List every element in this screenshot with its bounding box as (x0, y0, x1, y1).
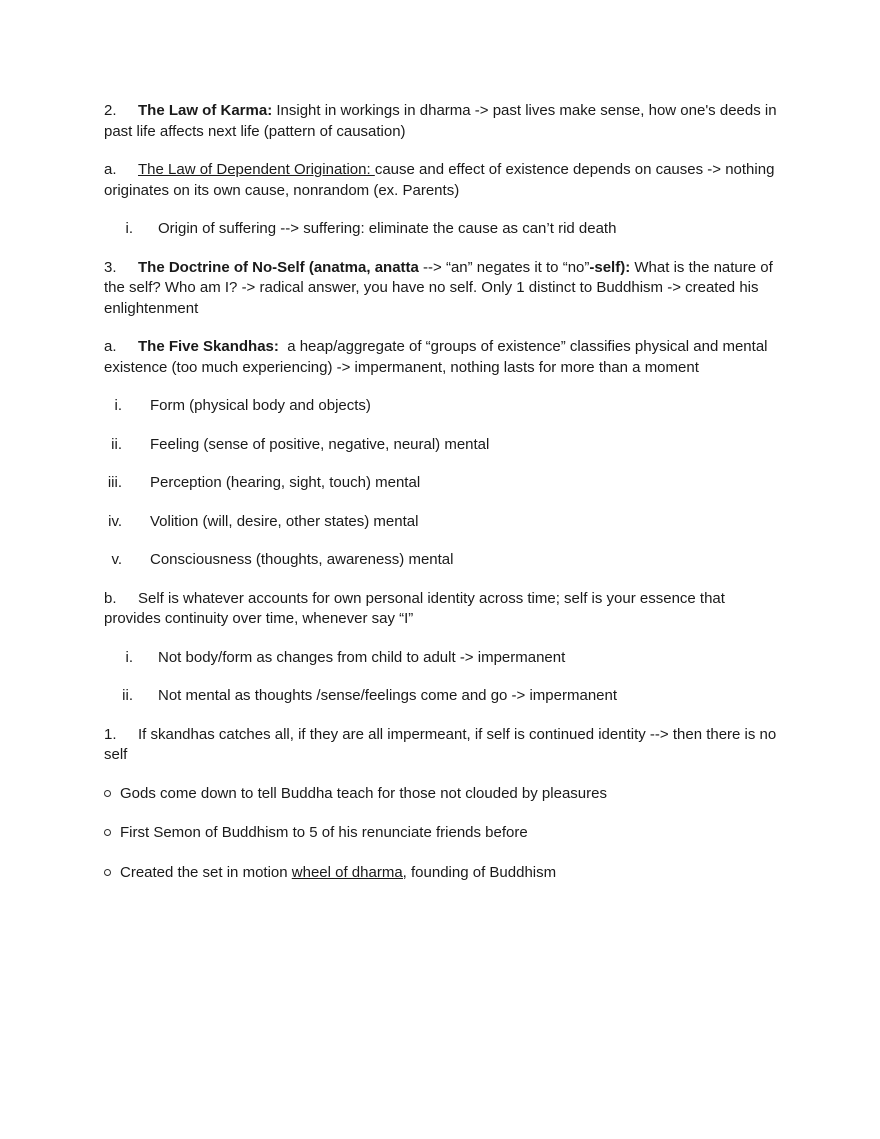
paragraph (104, 160, 780, 201)
paragraph (104, 396, 780, 417)
paragraph (104, 823, 780, 844)
paragraph-text (120, 824, 528, 841)
paragraph-text (120, 864, 556, 881)
text-run: Feeling (sense of positive, negative, neural) mental (150, 435, 490, 453)
text-run: Gods come down to tell Buddha teach for those not clouded by pleasures (120, 784, 607, 802)
paragraph-text (104, 161, 779, 199)
paragraph (104, 101, 780, 142)
list-marker: b. (104, 589, 117, 607)
paragraph-text (104, 726, 780, 764)
list-marker: 2. (104, 102, 117, 119)
paragraph-text (150, 397, 371, 414)
text-run: Created the set in motion (120, 863, 292, 881)
text-run: Self is whatever accounts for own personal identity across time; self is your essence that provides continuity over time, whenever say “I” (104, 589, 730, 627)
paragraph-text (150, 474, 420, 491)
bullet-circle-icon (104, 869, 111, 876)
list-marker: i. (114, 397, 122, 414)
paragraph-text (158, 687, 617, 704)
paragraph-text (104, 338, 772, 376)
text-run: The Doctrine of No-Self (anatma, anatta (138, 258, 419, 276)
paragraph (104, 589, 780, 630)
bullet-circle-icon (104, 790, 111, 797)
paragraph (104, 258, 780, 320)
paragraph-text (150, 551, 454, 568)
text-run: a heap/aggregate of “groups of existence” classifies physical and mental existence (too much experiencing) -> impermanent, nothing lasts for more than a moment (104, 338, 772, 376)
paragraph (104, 473, 780, 494)
paragraph-text (150, 513, 418, 530)
bullet-circle-icon (104, 823, 120, 844)
paragraph-text (158, 220, 616, 237)
list-marker: v. (111, 551, 122, 568)
paragraph (104, 219, 780, 240)
text-run: Volition (will, desire, other states) mental (150, 512, 419, 530)
text-run: Insight in workings in dharma -> past lives make sense, how one's deeds in past life affects next life (pattern of causation) (104, 102, 781, 140)
paragraph-text (104, 102, 781, 140)
text-run: wheel of dharma, (291, 863, 407, 881)
list-marker: 3. (104, 258, 117, 276)
text-run: founding of Buddhism (406, 863, 557, 881)
text-run: Not mental as thoughts /sense/feelings come and go -> impermanent (158, 687, 618, 704)
paragraph (104, 686, 780, 707)
list-marker: a. (104, 161, 117, 178)
paragraph (104, 784, 780, 805)
paragraph (104, 648, 780, 669)
text-run: Origin of suffering --> suffering: eliminate the cause as can’t rid death (158, 220, 617, 237)
paragraph (104, 550, 780, 571)
text-run: First Semon of Buddhism to 5 of his renunciate friends before (120, 824, 528, 841)
paragraph (104, 337, 780, 378)
bullet-circle-icon (104, 784, 120, 805)
list-marker: ii. (122, 687, 133, 704)
paragraph-text (158, 649, 565, 666)
text-run: Not body/form as changes from child to adult -> impermanent (158, 648, 566, 666)
bullet-circle-icon (104, 863, 120, 884)
text-run: --> “an” negates it to “no” (418, 258, 590, 276)
paragraph (104, 863, 780, 884)
list-marker: iv. (108, 512, 122, 530)
text-run: Perception (hearing, sight, touch) mental (150, 474, 421, 491)
text-run: -self): (589, 258, 631, 276)
list-marker: i. (125, 220, 133, 237)
text-run: The Law of Karma: (138, 102, 273, 119)
list-marker: a. (104, 338, 117, 355)
text-run: If skandhas catches all, if they are all impermeant, if self is continued identity --> then there is no self (104, 725, 781, 763)
text-run: Form (physical body and objects) (150, 397, 371, 414)
list-marker: i. (125, 648, 133, 666)
paragraph-text (150, 436, 489, 453)
text-run: What is the nature of the self? Who am I? -> radical answer, you have no self. Only 1 distinct to Buddhism -> created his enlightenment (104, 258, 777, 317)
text-run: Consciousness (thoughts, awareness) mental (150, 551, 454, 568)
list-marker: 1. (104, 725, 117, 743)
document-body (104, 101, 780, 883)
paragraph (104, 512, 780, 533)
paragraph-text (104, 259, 777, 317)
text-run: The Law of Dependent Origination: (138, 161, 375, 178)
bullet-circle-icon (104, 829, 111, 836)
paragraph-text (120, 785, 607, 802)
list-marker: iii. (107, 474, 122, 491)
paragraph-text (104, 590, 729, 628)
paragraph (104, 435, 780, 456)
text-run: cause and effect of existence depends on causes -> nothing originates on its own cause, nonrandom (ex. Parents) (104, 161, 779, 199)
text-run: The Five Skandhas: (138, 338, 279, 355)
paragraph (104, 725, 780, 766)
list-marker: ii. (111, 435, 122, 453)
